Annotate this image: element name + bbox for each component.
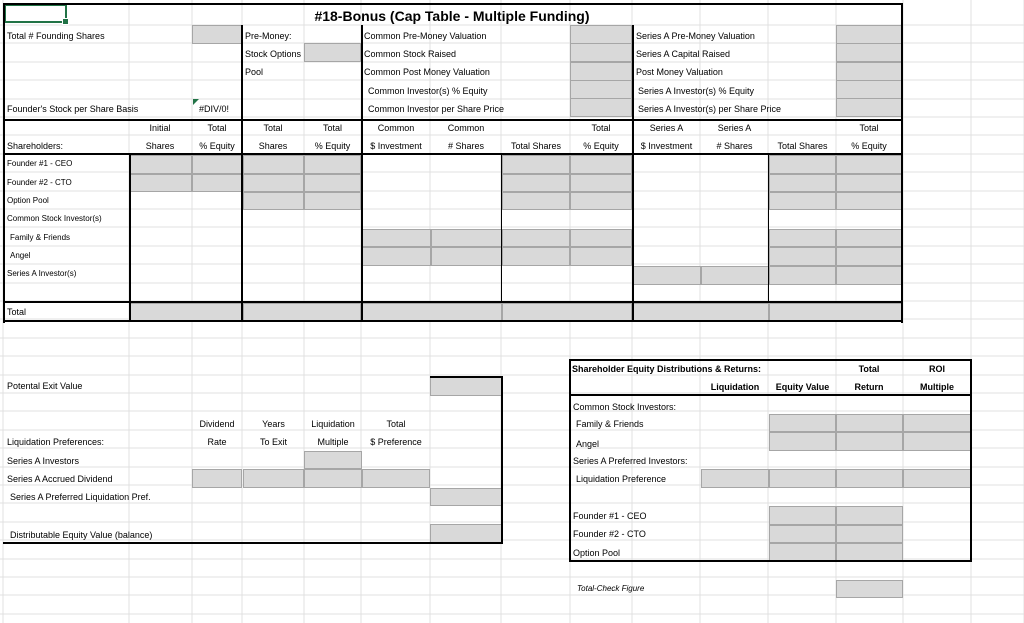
col-header: Total (591, 123, 611, 133)
common-value-input[interactable] (570, 98, 632, 117)
dist-cell[interactable] (769, 414, 836, 432)
cell-input[interactable] (502, 174, 570, 192)
pre-money-label: Pre-Money: (245, 31, 292, 41)
exit-col-header: Years (262, 419, 285, 429)
common-value-input[interactable] (570, 25, 632, 44)
col-header: % Equity (199, 141, 235, 151)
dist-cell[interactable] (769, 543, 836, 561)
cell-input[interactable] (502, 229, 570, 247)
cell-input[interactable] (836, 229, 902, 247)
total-cell[interactable] (130, 303, 242, 321)
exit-col-header: Rate (207, 437, 227, 447)
col-header: Common (377, 123, 415, 133)
dist-cell[interactable] (769, 506, 836, 525)
dist-cell[interactable] (903, 414, 971, 432)
dist-cell[interactable] (701, 469, 769, 488)
dist-cell[interactable] (836, 543, 903, 561)
cell-input[interactable] (836, 155, 902, 174)
series-a-label: Series A Investor(s) % Equity (638, 86, 755, 96)
border (569, 359, 571, 562)
div-error-value[interactable]: #DIV/0! (199, 104, 230, 114)
col-header: Total Shares (510, 141, 562, 151)
cell-input[interactable] (304, 174, 361, 192)
cell-input[interactable] (570, 192, 632, 210)
shareholder-row-label: Family & Friends (10, 233, 71, 242)
border (768, 153, 769, 303)
total-founding-shares-label: Total # Founding Shares (7, 31, 105, 41)
exit-col-header: $ Preference (370, 437, 422, 447)
dist-cell[interactable] (836, 414, 903, 432)
series-a-value-input[interactable] (836, 25, 902, 44)
series-a-label: Post Money Valuation (636, 67, 723, 77)
total-cell[interactable] (502, 303, 632, 321)
col-header: Total (859, 123, 879, 133)
cell-input[interactable] (431, 229, 502, 247)
dist-cell[interactable] (903, 432, 971, 451)
col-header: % Equity (314, 141, 351, 151)
total-cell[interactable] (243, 303, 361, 321)
cell-input[interactable] (570, 174, 632, 192)
col-header: Total Shares (777, 141, 828, 151)
common-label: Common Pre-Money Valuation (364, 31, 487, 41)
border (501, 376, 503, 544)
exit-col-header: Dividend (199, 419, 235, 429)
shareholder-row-label: Angel (10, 251, 31, 260)
cell-input[interactable] (243, 174, 304, 192)
border (3, 3, 5, 323)
cell-input[interactable] (362, 469, 430, 488)
col-header: Common (447, 123, 485, 133)
shareholder-row-label: Series A Investor(s) (7, 269, 77, 278)
cell-input[interactable] (836, 174, 902, 192)
series-a-label: Series A Investor(s) per Share Price (638, 104, 782, 114)
exit-col-header: Multiple (317, 437, 349, 447)
error-indicator-icon (193, 99, 199, 105)
selected-cell-a1[interactable] (4, 4, 67, 23)
pool-label: Pool (245, 67, 264, 77)
border (901, 3, 903, 323)
dist-col-header: Equity Value (775, 382, 830, 392)
border (632, 25, 634, 321)
dist-col-header: ROI (928, 364, 945, 374)
col-header: Initial (149, 123, 171, 133)
dist-col-header: Liquidation (710, 382, 760, 392)
cell-input[interactable] (192, 174, 242, 192)
border (3, 119, 903, 121)
cell-input[interactable] (769, 229, 836, 247)
common-label: Common Stock Raised (364, 49, 457, 59)
potential-exit-label: Potental Exit Value (7, 381, 83, 391)
common-value-input[interactable] (570, 43, 632, 62)
exit-col-header: Liquidation (311, 419, 355, 429)
series-a-investors-label: Series A Investors (7, 456, 80, 466)
shareholders-header: Shareholders: (7, 141, 64, 151)
col-header: # Shares (716, 141, 753, 151)
series-a-value-input[interactable] (836, 80, 902, 99)
col-header: Series A (717, 123, 752, 133)
border (569, 560, 972, 562)
cell-input[interactable] (769, 192, 836, 210)
total-cell[interactable] (362, 303, 502, 321)
series-a-value-input[interactable] (836, 62, 902, 81)
exit-col-header: To Exit (259, 437, 287, 447)
cell-input[interactable] (130, 155, 192, 174)
sheet-title: #18-Bonus (Cap Table - Multiple Funding) (314, 8, 590, 24)
liq-multiple-input[interactable] (304, 451, 362, 469)
shareholder-row-label: Option Pool (7, 196, 49, 205)
col-header: Shares (258, 141, 288, 151)
dist-row-label: Founder #2 - CTO (573, 529, 646, 539)
cell-input[interactable] (192, 155, 242, 174)
common-label: Common Post Money Valuation (364, 67, 490, 77)
cell-input[interactable] (836, 247, 902, 266)
dividend-rate-input[interactable] (192, 469, 242, 488)
years-to-exit-input[interactable] (243, 469, 304, 488)
founders-stock-basis-label: Founder's Stock per Share Basis (7, 104, 139, 114)
col-header: # Shares (447, 141, 485, 151)
dist-col-header: Multiple (920, 382, 954, 392)
border (3, 542, 503, 544)
distributable-equity-label: Distributable Equity Value (balance) (10, 530, 153, 540)
cell-input[interactable] (304, 155, 361, 174)
dist-row-label: Family & Friends (576, 419, 644, 429)
cell-input[interactable] (243, 155, 304, 174)
total-check-cell[interactable] (836, 580, 903, 598)
dist-cell[interactable] (836, 432, 903, 451)
shareholder-row-label: Founder #1 - CEO (7, 159, 73, 168)
dist-cell[interactable] (769, 432, 836, 451)
border (501, 153, 502, 303)
dist-row-label: Founder #1 - CEO (573, 511, 647, 521)
cell-input[interactable] (502, 192, 570, 210)
stock-options-input[interactable] (304, 43, 361, 62)
border (3, 320, 903, 322)
cell-input[interactable] (570, 247, 632, 266)
shareholder-row-label: Founder #2 - CTO (7, 178, 72, 187)
col-header: % Equity (851, 141, 887, 151)
cell-input[interactable] (502, 155, 570, 174)
cell-input[interactable] (769, 155, 836, 174)
cell-input[interactable] (701, 266, 769, 285)
col-header: Total (263, 123, 283, 133)
col-header: Total (207, 123, 227, 133)
cell-input[interactable] (836, 192, 902, 210)
cell-input[interactable] (570, 229, 632, 247)
cell-input[interactable] (304, 469, 362, 488)
cell-input[interactable] (304, 192, 361, 210)
cell-input[interactable] (130, 174, 192, 192)
cell-input[interactable] (431, 247, 502, 266)
col-header: % Equity (583, 141, 619, 151)
border (3, 3, 903, 5)
total-cell[interactable] (633, 303, 769, 321)
cell-input[interactable] (570, 155, 632, 174)
cell-input[interactable] (769, 174, 836, 192)
dist-row-label: Common Stock Investors: (573, 402, 677, 412)
col-header: Total (322, 123, 342, 133)
cell-input[interactable] (836, 266, 902, 285)
stock-options-label: Stock Options (245, 49, 302, 59)
dist-row-label: Option Pool (573, 548, 621, 558)
dist-row-label: Series A Preferred Investors: (573, 456, 688, 466)
border (569, 394, 972, 396)
col-header: $ Investment (640, 141, 693, 151)
dist-cell[interactable] (836, 469, 903, 488)
dist-cell[interactable] (836, 506, 903, 525)
dist-cell[interactable] (769, 525, 836, 543)
cell-input[interactable] (430, 524, 502, 543)
series-a-label: Series A Pre-Money Valuation (636, 31, 755, 41)
liq-pref-label: Liquidation Preferences: (7, 437, 105, 447)
dist-row-label: Angel (576, 439, 600, 449)
border (569, 359, 972, 361)
col-header: Shares (145, 141, 175, 151)
dist-cell[interactable] (903, 469, 971, 488)
distributions-heading: Shareholder Equity Distributions & Returns: (572, 364, 762, 374)
shareholder-row-label: Common Stock Investor(s) (7, 214, 102, 223)
border (430, 376, 503, 378)
total-cell[interactable] (769, 303, 902, 321)
cell-input[interactable] (362, 247, 431, 266)
exit-col-header: Total (386, 419, 406, 429)
border (361, 25, 363, 321)
cell-input[interactable] (769, 247, 836, 266)
dist-col-header: Total (858, 364, 880, 374)
border (970, 359, 972, 562)
preferred-liq-pref-label: Series A Preferred Liquidation Pref. (10, 492, 151, 502)
accrued-dividend-label: Series A Accrued Dividend (7, 474, 113, 484)
common-value-input[interactable] (570, 80, 632, 99)
total-check-label: Total-Check Figure (577, 584, 645, 593)
cell-input[interactable] (362, 229, 431, 247)
series-a-value-input[interactable] (836, 43, 902, 62)
cell-input[interactable] (769, 266, 836, 285)
dist-row-label: Liquidation Preference (576, 474, 667, 484)
col-header: Series A (649, 123, 684, 133)
dist-cell[interactable] (836, 525, 903, 543)
cell-input[interactable] (633, 266, 701, 285)
series-a-label: Series A Capital Raised (636, 49, 731, 59)
common-value-input[interactable] (570, 62, 632, 81)
common-label: Common Investor per Share Price (368, 104, 505, 114)
cell-input[interactable] (502, 247, 570, 266)
total-row-label: Total (7, 307, 27, 317)
dist-cell[interactable] (769, 469, 836, 488)
col-header: $ Investment (370, 141, 422, 151)
dist-col-header: Return (854, 382, 884, 392)
series-a-value-input[interactable] (836, 98, 902, 117)
border (129, 153, 131, 321)
border (241, 25, 243, 321)
common-label: Common Investor(s) % Equity (368, 86, 488, 96)
cell-input[interactable] (243, 192, 304, 210)
cell-input[interactable] (430, 488, 502, 506)
total-founding-shares-input[interactable] (192, 25, 242, 44)
exit-value-input[interactable] (430, 377, 502, 396)
